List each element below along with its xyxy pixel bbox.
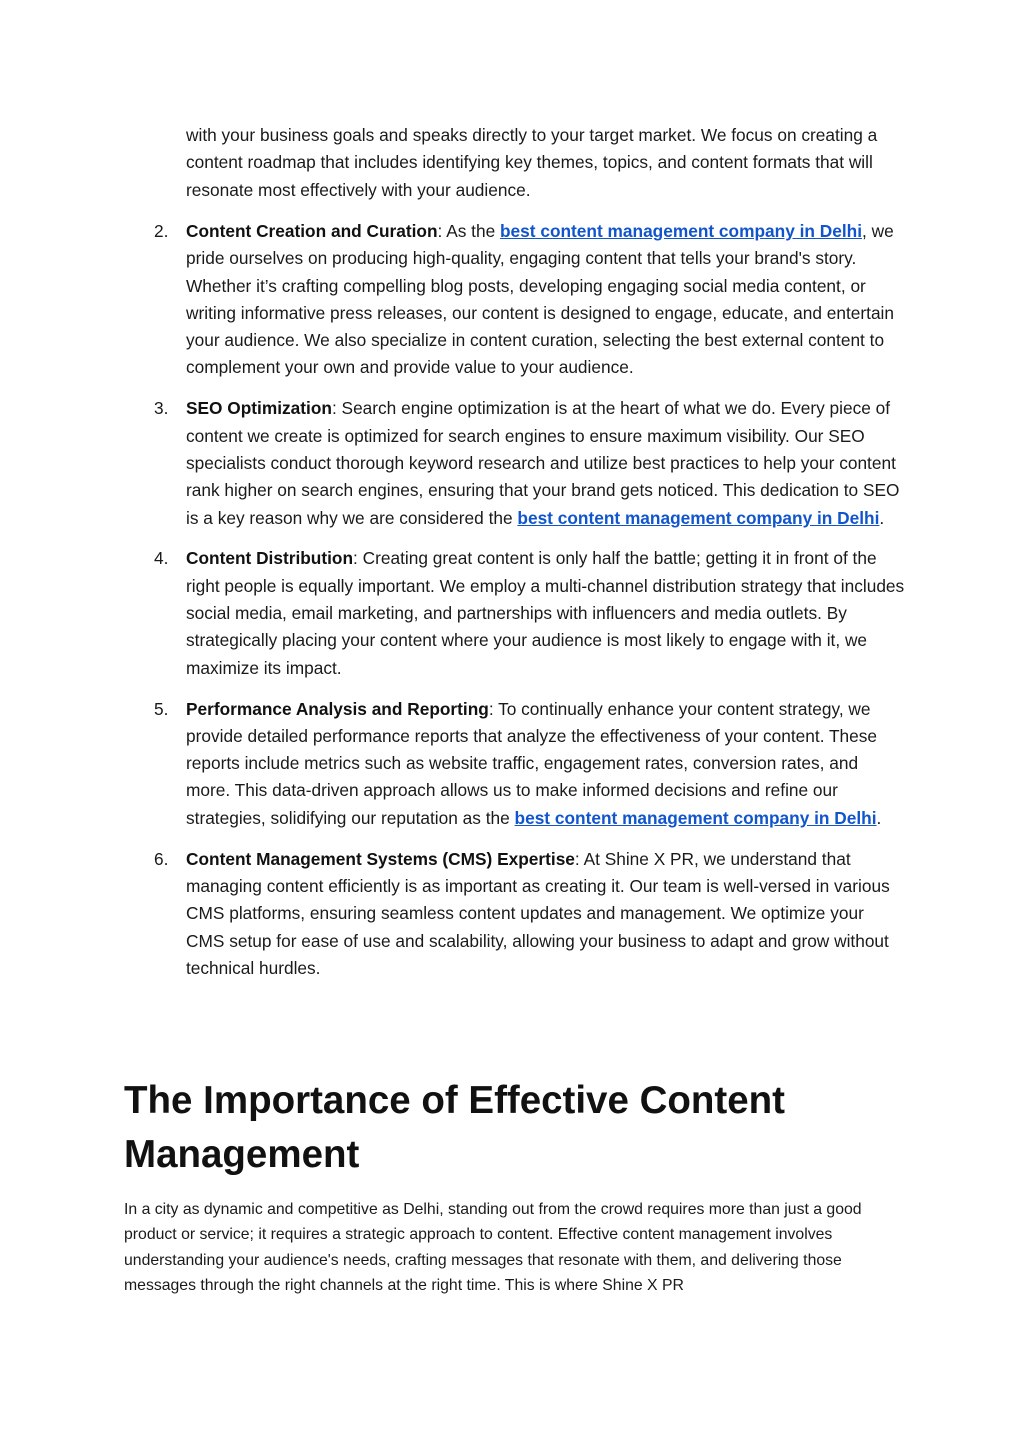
- list-number: 4.: [154, 548, 169, 569]
- item-term: Content Creation and Curation: [186, 221, 438, 241]
- item-text-after: , we pride ourselves on producing high-quality, engaging content that tells your brand's story. Whether it’s crafting compelling blog posts, developing engaging social media content, or writing informative press releases, our content is designed to engage, educate, and entertain your audience. We also specialize in content curation, selecting the best external content to complement your own and provide value to your audience.: [186, 221, 894, 378]
- section-heading: The Importance of Effective Content Management: [124, 1079, 785, 1176]
- item-text-after: .: [879, 507, 885, 528]
- list-item-seo: [0, 395, 906, 531]
- keyword-link[interactable]: best content management company in Delhi: [514, 807, 877, 828]
- item-text: : Creating great content is only half the battle; getting it in front of the right people is equally important. We employ a multi-channel distribution strategy that includes social media, email marketing, and partnerships with influencers and media outlets. By strategically placing your content where your audience is most likely to engage with it, we maximize its impact.: [186, 548, 905, 678]
- list-item-content-creation: [0, 218, 906, 382]
- list-number: 5.: [154, 698, 169, 719]
- item-text-after: .: [876, 807, 882, 828]
- item-term: Content Management Systems (CMS) Expertise: [186, 848, 575, 869]
- item-text: : At Shine X PR, we understand that managing content efficiently is as important as creating it. Our team is well-versed in various CMS platforms, ensuring seamless content updates and management. We optimize your CMS setup for ease of use and scalability, allowing your business to adapt and grow without technical hurdles.: [186, 848, 890, 978]
- item-text: : To continually enhance your content strategy, we provide detailed performance reports that analyze the effectiveness of your content. These reports include metrics such as website traffic, engagement rates, conversion rates, and more. This data-driven approach allows us to make informed decisions and refine our strategies, solidifying our reputation as the: [186, 698, 878, 828]
- item-text: : As the: [437, 221, 500, 241]
- list-number: 2.: [154, 221, 169, 241]
- keyword-link[interactable]: best content management company in Delhi: [500, 221, 863, 241]
- keyword-link[interactable]: best content management company in Delhi: [517, 507, 880, 528]
- item-term: Content Distribution: [186, 548, 354, 569]
- services-list: [0, 218, 1023, 996]
- list-number: 6.: [154, 848, 169, 869]
- item-term: Performance Analysis and Reporting: [186, 698, 489, 719]
- list-number: 3.: [154, 398, 169, 419]
- intro-paragraph: In a city as dynamic and competitive as Delhi, standing out from the crowd requires more than just a good product or service; it requires a strategic approach to content. Effective content management involves understanding your audience's needs, crafting messages that resonate with them, and delivering those messages through the right channels at the right time. This is where Shine X PR: [124, 1201, 862, 1294]
- list-item-continuation: with your business goals and speaks directly to your target market. We focus on creating a content roadmap that includes identifying key themes, topics, and content formats that will resonate most effectively with your audience.: [186, 125, 878, 200]
- list-item-distribution: [0, 545, 906, 681]
- list-item-performance: [0, 696, 906, 832]
- list-item-cms: [0, 846, 906, 982]
- item-term: SEO Optimization: [186, 398, 332, 419]
- item-text: : Search engine optimization is at the heart of what we do. Every piece of content we create is optimized for search engines to ensure maximum visibility. Our SEO specialists conduct thorough keyword research and utilize best practices to help your content rank higher on search engines, ensuring that your brand gets noticed. This dedication to SEO is a key reason why we are considered the: [186, 398, 900, 528]
